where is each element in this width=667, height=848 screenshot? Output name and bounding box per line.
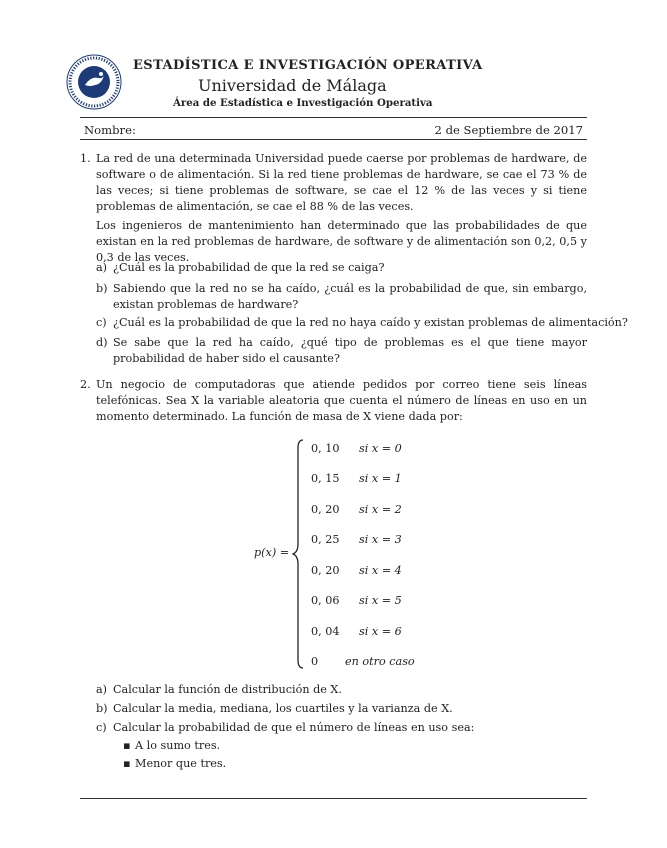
problem-1d-label: d)	[96, 336, 108, 349]
case-value: 0, 20	[311, 564, 340, 577]
case-value: 0, 04	[311, 625, 340, 638]
case-row	[311, 472, 451, 486]
problem-2a-text: Calcular la función de distribución de X.	[113, 683, 342, 696]
case-condition: si x = 2	[359, 503, 402, 516]
header-area: Área de Estadística e Investigación Operativa	[173, 97, 433, 109]
problem-2c-text: Calcular la probabilidad de que el número de líneas en uso sea:	[113, 721, 475, 734]
mass-function-label: p(x) =	[254, 546, 290, 559]
problem-1b-label: b)	[96, 282, 108, 295]
university-seal-logo	[66, 54, 122, 110]
header-university: Universidad de Málaga	[198, 76, 387, 95]
problem-1a-label: a)	[96, 261, 108, 274]
problem-1a-text: ¿Cuál es la probabilidad de que la red se caiga?	[113, 261, 385, 274]
problem-1-probabilities: Los ingenieros de mantenimiento han determinado que las probabilidades de que existan en la red problemas de hardware, de software y de alimentación son 0,2, 0,5 y 0,3 de las veces.	[96, 219, 587, 264]
problem-1d-text: Se sabe que la red ha caído, ¿qué tipo de problemas es el que tiene mayor probabilidad de haber sido el causante?	[113, 336, 587, 365]
top-rule	[80, 117, 587, 118]
case-row	[311, 533, 451, 547]
name-rule	[80, 139, 587, 140]
problem-1c-text: ¿Cuál es la probabilidad de que la red no haya caído y existan problemas de alimentación?	[113, 316, 628, 329]
case-value: 0, 25	[311, 533, 340, 546]
case-condition: si x = 1	[359, 472, 402, 485]
case-value: 0, 10	[311, 442, 340, 455]
name-label: Nombre:	[84, 123, 136, 137]
case-value: 0, 06	[311, 594, 340, 607]
case-condition: si x = 6	[359, 625, 402, 638]
case-condition: en otro caso	[345, 655, 415, 668]
problem-2b-text: Calcular la media, mediana, los cuartiles y la varianza de X.	[113, 702, 453, 715]
case-condition: si x = 5	[359, 594, 402, 607]
bullet-icon: ▪	[123, 757, 131, 770]
case-row	[311, 625, 451, 639]
problem-2a-label: a)	[96, 683, 108, 696]
exam-date: 2 de Septiembre de 2017	[434, 123, 583, 137]
case-row	[311, 594, 451, 608]
problem-2-number: 2.	[80, 378, 91, 391]
case-condition: si x = 0	[359, 442, 402, 455]
case-row	[311, 442, 451, 456]
case-row	[311, 503, 451, 517]
problem-1-number: 1.	[80, 152, 91, 165]
problem-2-text: Un negocio de computadoras que atiende pedidos por correo tiene seis líneas telefónicas. Sea X la variable aleatoria que cuenta el número de líneas en uso en un momento determinado. La función de masa de X viene dada por:	[96, 378, 587, 423]
bullet-item: Menor que tres.	[135, 757, 227, 770]
case-value: 0, 15	[311, 472, 340, 485]
bullet-item: A lo sumo tres.	[135, 739, 221, 752]
problem-1c-label: c)	[96, 316, 107, 329]
left-brace	[292, 438, 306, 673]
header-department: ESTADÍSTICA E INVESTIGACIÓN OPERATIVA	[133, 58, 483, 73]
case-row	[311, 655, 451, 669]
problem-1-text: La red de una determinada Universidad puede caerse por problemas de hardware, de software o de alimentación. Si la red tiene problemas de hardware, se cae el 73 % de las veces; si tiene problemas de software, se cae el 12 % de las veces y si tiene problemas de alimentación, se cae el 88 % de las veces.	[96, 152, 587, 213]
case-value: 0, 20	[311, 503, 340, 516]
case-row	[311, 564, 451, 578]
case-value: 0	[311, 655, 319, 668]
bullet-icon: ▪	[123, 739, 131, 752]
bottom-rule	[80, 798, 587, 799]
problem-1b-text: Sabiendo que la red no se ha caído, ¿cuál es la probabilidad de que, sin embargo, existan problemas de hardware?	[113, 282, 587, 311]
case-condition: si x = 4	[359, 564, 402, 577]
case-condition: si x = 3	[359, 533, 402, 546]
problem-2c-label: c)	[96, 721, 107, 734]
problem-2b-label: b)	[96, 702, 108, 715]
